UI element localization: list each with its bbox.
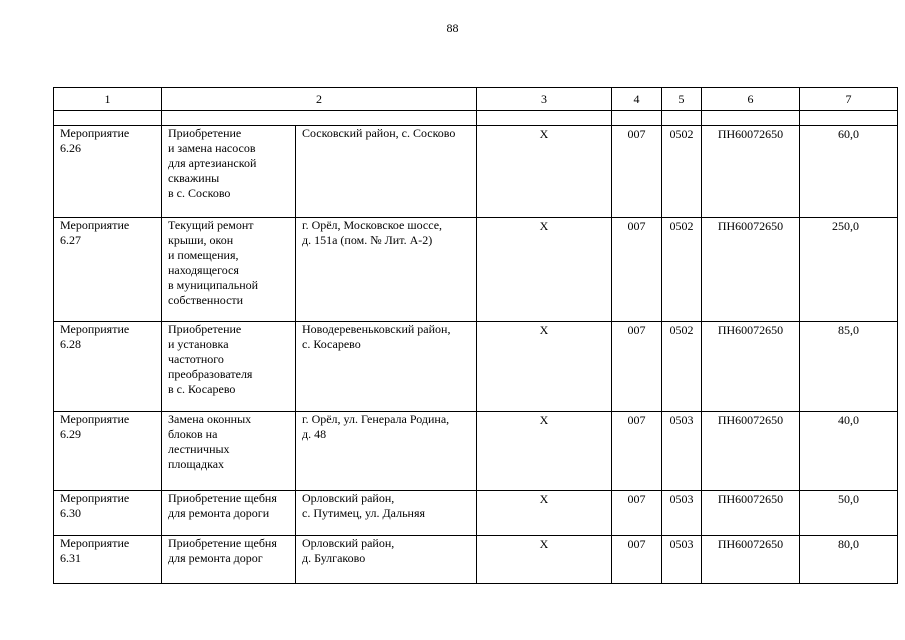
event-cell: Мероприятие 6.30 [54,491,162,536]
description-cell: Приобретение щебня для ремонта дороги [162,491,296,536]
col7-cell: 80,0 [800,536,898,584]
event-cell: Мероприятие 6.28 [54,322,162,412]
column-header: 4 [612,88,662,111]
col3-cell: Х [477,126,612,218]
description-cell: Замена оконных блоков на лестничных площадках [162,412,296,491]
col5-cell: 0502 [662,322,702,412]
location-cell: г. Орёл, ул. Генерала Родина, д. 48 [296,412,477,491]
spacer-cell [477,111,612,126]
event-cell: Мероприятие 6.26 [54,126,162,218]
location-cell: г. Орёл, Московское шоссе, д. 151а (пом. № Лит. А-2) [296,218,477,322]
event-cell: Мероприятие 6.29 [54,412,162,491]
page-number: 88 [446,21,459,35]
column-header: 1 [54,88,162,111]
event-cell: Мероприятие 6.27 [54,218,162,322]
column-header: 6 [702,88,800,111]
col6-cell: ПН60072650 [702,126,800,218]
col7-cell: 50,0 [800,491,898,536]
col5-cell: 0503 [662,412,702,491]
col3-cell: Х [477,218,612,322]
col5-cell: 0503 [662,491,702,536]
col3-cell: Х [477,491,612,536]
col3-cell: Х [477,322,612,412]
col6-cell: ПН60072650 [702,218,800,322]
col5-cell: 0502 [662,126,702,218]
col6-cell: ПН60072650 [702,322,800,412]
table-row [54,322,898,412]
table-body [54,88,898,584]
column-header: 3 [477,88,612,111]
spacer-cell [800,111,898,126]
column-number-row [54,88,898,111]
col4-cell: 007 [612,218,662,322]
col6-cell: ПН60072650 [702,491,800,536]
col3-cell: Х [477,412,612,491]
col5-cell: 0503 [662,536,702,584]
table-row [54,536,898,584]
column-header: 5 [662,88,702,111]
col6-cell: ПН60072650 [702,412,800,491]
col7-cell: 60,0 [800,126,898,218]
table-row [54,412,898,491]
col5-cell: 0502 [662,218,702,322]
location-cell: Орловский район, с. Путимец, ул. Дальняя [296,491,477,536]
location-cell: Новодеревеньковский район, с. Косарево [296,322,477,412]
table-row [54,126,898,218]
col4-cell: 007 [612,126,662,218]
col3-cell: Х [477,536,612,584]
col4-cell: 007 [612,536,662,584]
table-row [54,218,898,322]
description-cell: Текущий ремонт крыши, окон и помещения, находящегося в муниципальной собственности [162,218,296,322]
spacer-cell [662,111,702,126]
event-cell: Мероприятие 6.31 [54,536,162,584]
description-cell: Приобретение и замена насосов для артезианской скважины в с. Сосково [162,126,296,218]
col7-cell: 85,0 [800,322,898,412]
column-header: 2 [162,88,477,111]
col7-cell: 250,0 [800,218,898,322]
col7-cell: 40,0 [800,412,898,491]
description-cell: Приобретение и установка частотного преобразователя в с. Косарево [162,322,296,412]
program-table [53,87,898,584]
spacer-row [54,111,898,126]
spacer-cell [54,111,162,126]
col4-cell: 007 [612,412,662,491]
spacer-cell [702,111,800,126]
col4-cell: 007 [612,322,662,412]
spacer-cell [612,111,662,126]
description-cell: Приобретение щебня для ремонта дорог [162,536,296,584]
location-cell: Орловский район, д. Булгаково [296,536,477,584]
col6-cell: ПН60072650 [702,536,800,584]
column-header: 7 [800,88,898,111]
location-cell: Сосковский район, с. Сосково [296,126,477,218]
col4-cell: 007 [612,491,662,536]
table-row [54,491,898,536]
spacer-cell [162,111,477,126]
